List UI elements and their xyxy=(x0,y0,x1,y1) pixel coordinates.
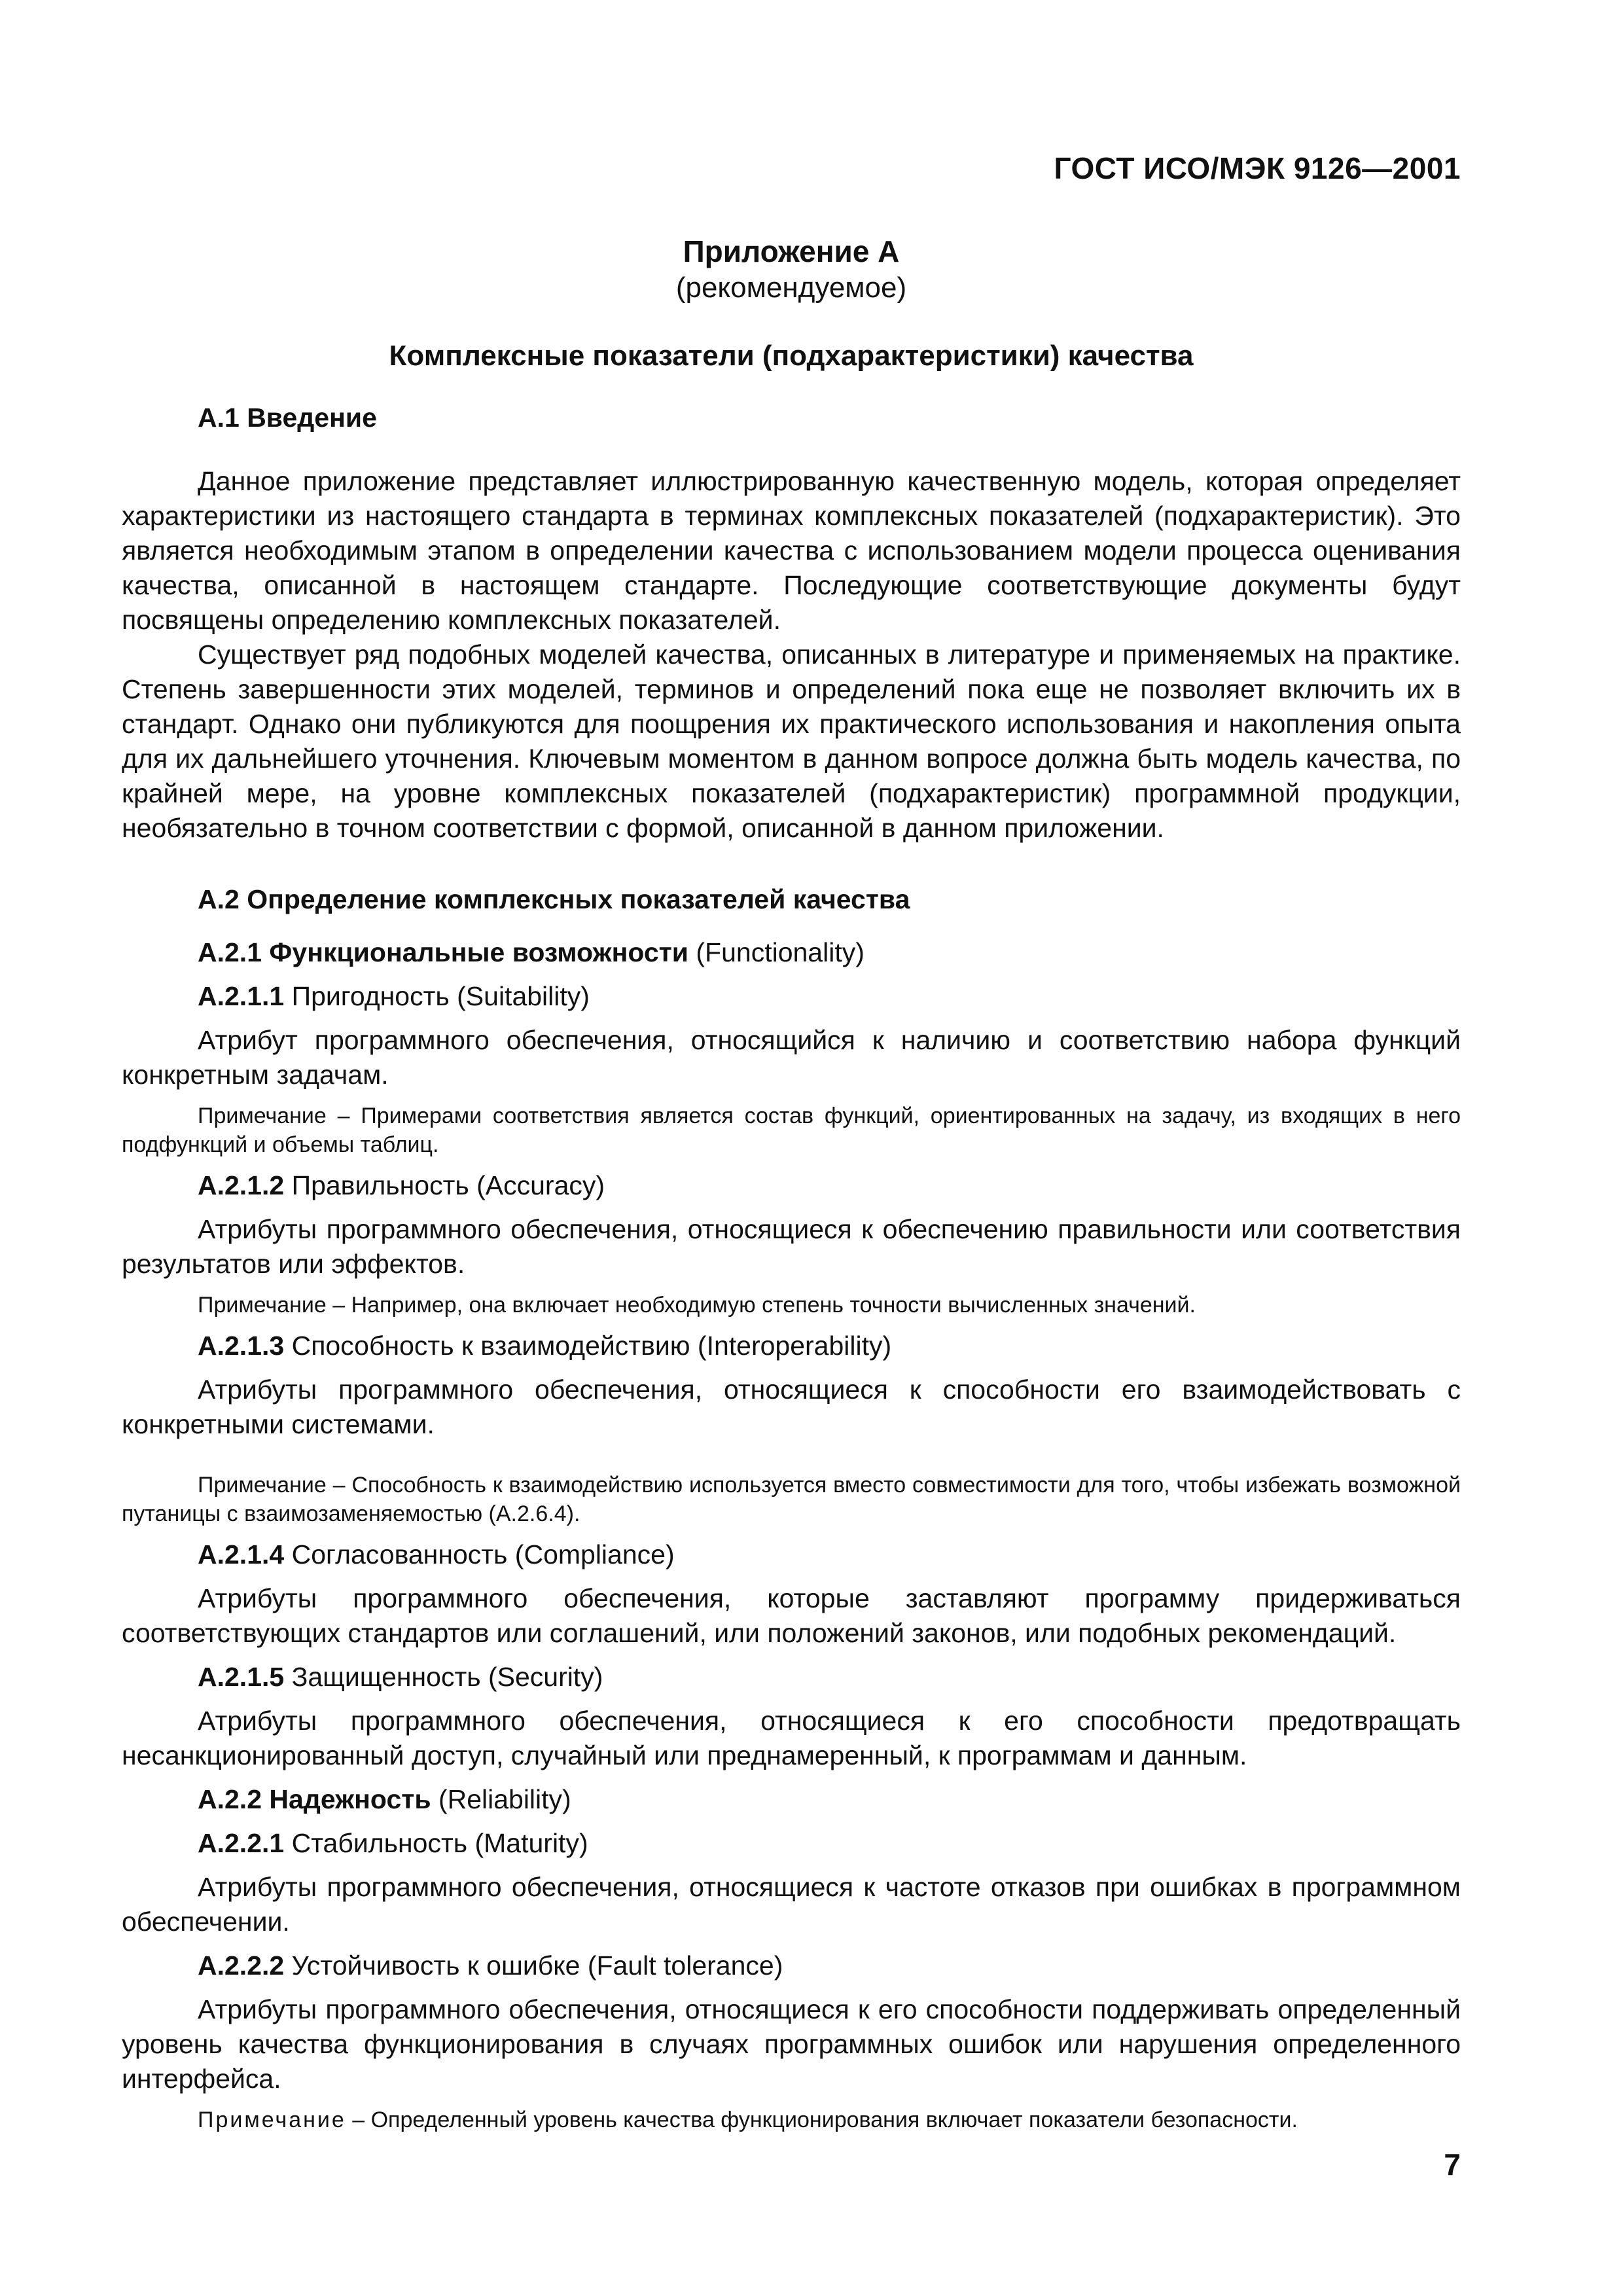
section-heading-a1: А.1 Введение xyxy=(198,403,377,433)
clause-heading-a213 xyxy=(122,1329,1461,1363)
note xyxy=(122,1471,1461,1528)
note xyxy=(122,2106,1461,2134)
clause-text: Атрибуты программного обеспечения, относящиеся к обеспечению правильности или соответствия результатов или эффектов. xyxy=(122,1214,1461,1279)
clause-title: Согласованность (Compliance) xyxy=(291,1539,675,1570)
clause-text: Атрибуты программного обеспечения, которые заставляют программу придерживаться соответствующих стандартов или соглашений, или положений законов, или подобных рекомендаций. xyxy=(122,1583,1461,1648)
clause-text: Атрибуты программного обеспечения, относящиеся к частоте отказов при ошибках в программном обеспечении. xyxy=(122,1872,1461,1937)
document-body xyxy=(122,401,1461,2134)
clause-text: Атрибуты программного обеспечения, относящиеся к способности его взаимодействовать с конкретными системами. xyxy=(122,1374,1461,1439)
note-label: Примечание xyxy=(198,1293,327,1318)
subsection-number: А.2.2 xyxy=(198,1784,262,1814)
clause-heading-a215 xyxy=(122,1660,1461,1695)
clause-number: А.2.1.3 xyxy=(198,1331,285,1361)
note-text: – Примерами соответствия является состав функций, ориентированных на задачу, из входящих в него подфункций и объемы таблиц. xyxy=(122,1103,1461,1157)
page-number: 7 xyxy=(1444,2147,1461,2181)
subsection-heading-a21 xyxy=(122,935,1461,970)
paragraph: Существует ряд подобных моделей качества, описанных в литературе и применяемых на практике. Степень завершенности этих моделей, терминов и определений пока еще не позволяет включить их в стандарт. Однако они публикуются для поощрения их практического использования и накопления опыта для их дальнейшего уточнения. Ключевым моментом в данном вопросе должна быть модель качества, по крайней мере, на уровне комплексных показателей (подхарактеристик) программной продукции, необязательно в точном соответствии с формой, описанной в данном приложении. xyxy=(122,639,1461,843)
clause-text: Атрибуты программного обеспечения, относящиеся к его способности поддерживать определенный уровень качества функционирования в случаях программных ошибок или нарушения определенного интерфейса. xyxy=(122,1994,1461,2094)
subsection-title: Функциональные возможности xyxy=(269,937,688,967)
clause-heading-a212 xyxy=(122,1168,1461,1203)
clause-number: А.2.1.2 xyxy=(198,1170,285,1200)
subsection-title-en: (Reliability) xyxy=(438,1784,571,1814)
clause-title: Правильность (Accuracy) xyxy=(291,1170,605,1200)
clause-number: А.2.1.4 xyxy=(198,1539,285,1570)
annex-title: Приложение А xyxy=(683,234,900,268)
clause-number: А.2.1.1 xyxy=(198,981,285,1011)
standard-number: ГОСТ ИСО/МЭК 9126—2001 xyxy=(1054,151,1461,185)
subsection-number: А.2.1 xyxy=(198,937,262,967)
clause-title: Способность к взаимодействию (Interoperability) xyxy=(291,1331,892,1361)
annex-status: (рекомендуемое) xyxy=(675,272,907,304)
note xyxy=(122,1102,1461,1159)
note-text: – Способность к взаимодействию используется вместо совместимости для того, чтобы избежать возможной путаницы с взаимозаменяемостью (А.2.6.4). xyxy=(122,1473,1461,1526)
note-label: Примечание xyxy=(198,1473,327,1498)
clause-title: Защищенность (Security) xyxy=(291,1662,603,1692)
clause-heading-a214 xyxy=(122,1537,1461,1572)
clause-number: А.2.2.2 xyxy=(198,1950,285,1981)
subsection-title-en: (Functionality) xyxy=(696,937,865,967)
clause-heading-a221 xyxy=(122,1826,1461,1861)
clause-title: Пригодность (Suitability) xyxy=(291,981,590,1011)
note-label: Примечание xyxy=(198,1103,327,1128)
clause-text: Атрибуты программного обеспечения, относящиеся к его способности предотвращать несанкционированный доступ, случайный или преднамеренный, к программам и данным. xyxy=(122,1706,1461,1770)
note-text: – Например, она включает необходимую степень точности вычисленных значений. xyxy=(326,1293,1196,1318)
clause-number: А.2.1.5 xyxy=(198,1662,285,1692)
paragraph: Данное приложение представляет иллюстрированную качественную модель, которая определяет характеристики из настоящего стандарта в терминах комплексных показателей (подхарактеристик). Это является необходимым этапом в определении качества с использованием модели процесса оценивания качества, описанной в настоящем стандарте. Последующие соответствующие документы будут посвящены определению комплексных показателей. xyxy=(122,466,1461,635)
section-heading-a2: А.2 Определение комплексных показателей качества xyxy=(198,884,910,914)
clause-title: Стабильность (Maturity) xyxy=(291,1828,588,1858)
clause-title: Устойчивость к ошибке (Fault tolerance) xyxy=(291,1950,783,1981)
subsection-heading-a22 xyxy=(122,1782,1461,1817)
annex-name: Комплексные показатели (подхарактеристики) качества xyxy=(389,340,1194,372)
subsection-title: Надежность xyxy=(269,1784,431,1814)
clause-heading-a222 xyxy=(122,1948,1461,1983)
clause-text: Атрибут программного обеспечения, относящийся к наличию и соответствию набора функций конкретным задачам. xyxy=(122,1025,1461,1090)
clause-heading-a211 xyxy=(122,979,1461,1014)
note xyxy=(122,1291,1461,1319)
note-text: – Определенный уровень качества функционирования включает показатели безопасности. xyxy=(346,2108,1298,2132)
note-label: Примечание xyxy=(198,2108,346,2132)
clause-number: А.2.2.1 xyxy=(198,1828,285,1858)
